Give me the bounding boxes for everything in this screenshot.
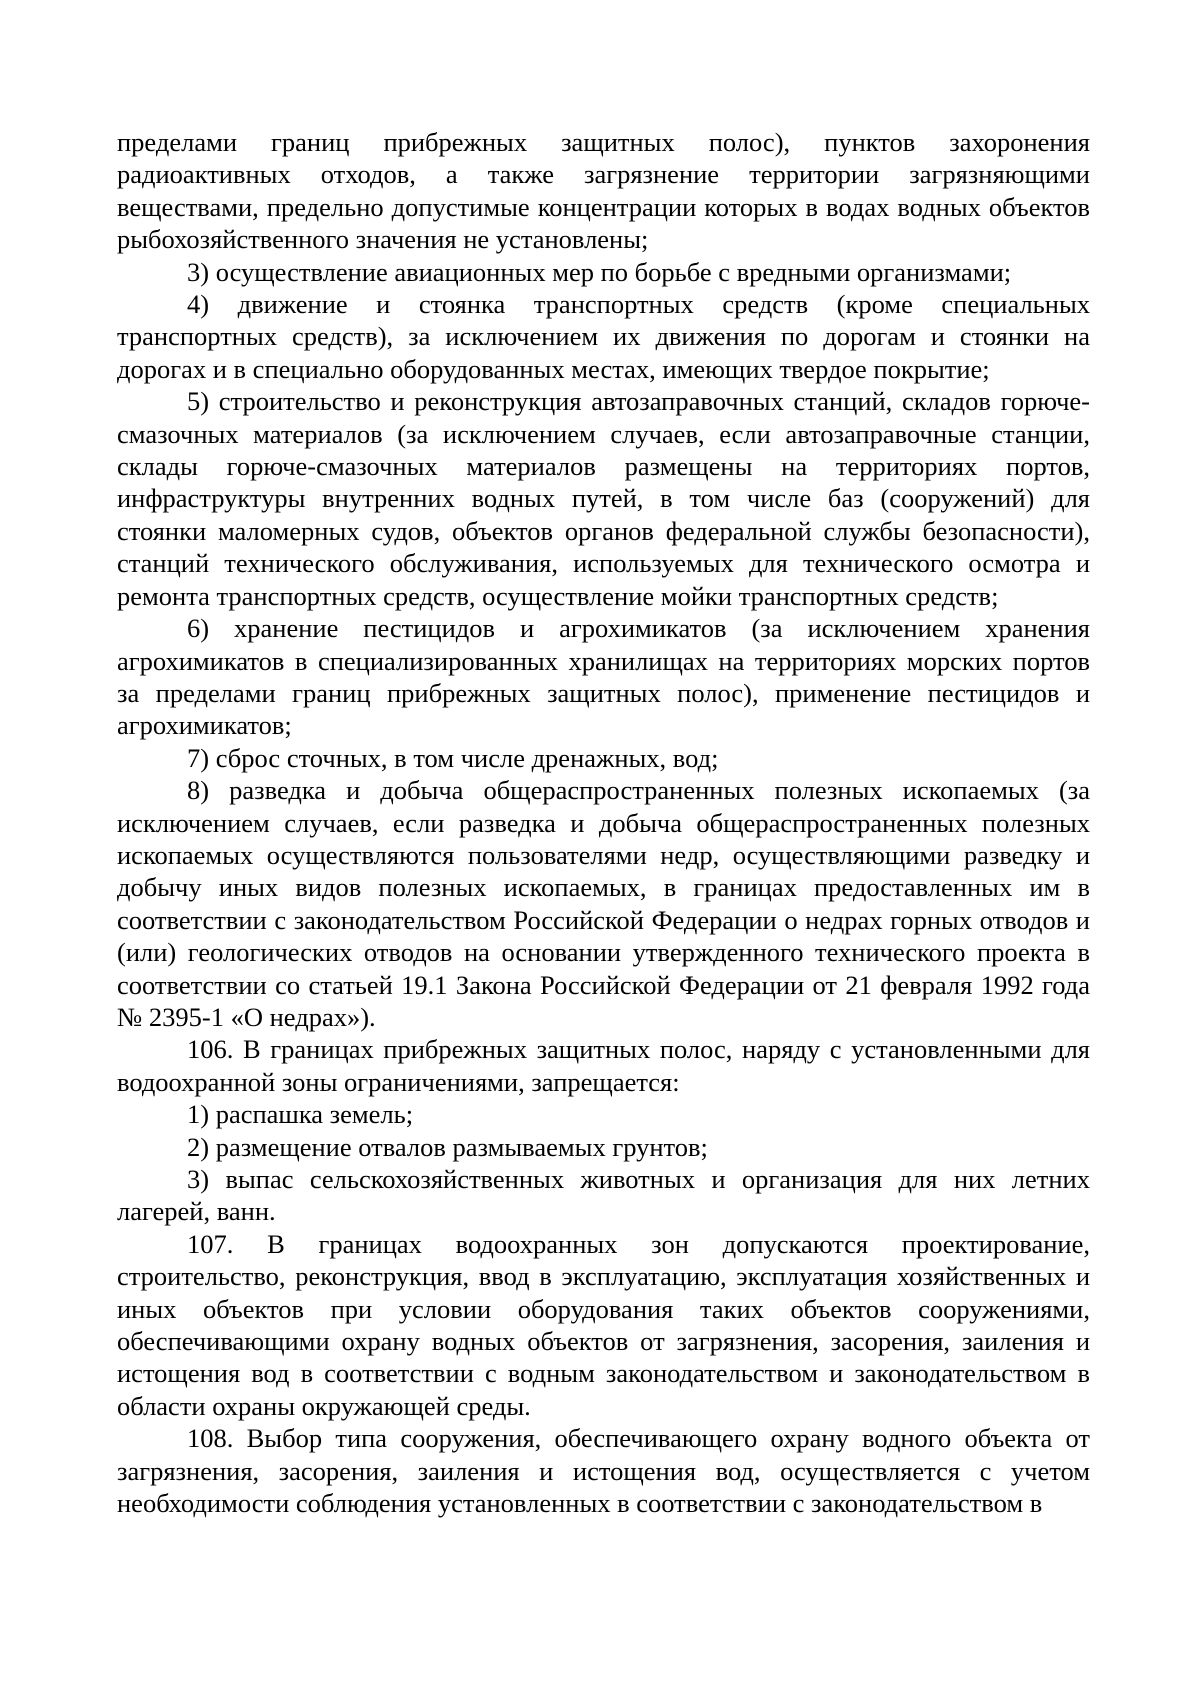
paragraph-item-4: 4) движение и стоянка транспортных средств (кроме специальных транспортных средств), за исключением их движения по дорогам и стоянки на дорогах и в специально оборудованных местах, имеющих твердое покрытие; xyxy=(117,289,1090,384)
paragraph-section-107: 107. В границах водоохранных зон допускаются проектирование, строительство, реконструкция, ввод в эксплуатацию, эксплуатация хозяйственных и иных объектов при условии оборудования таких объектов сооружениями, обеспечивающими охрану водных объектов от загрязнения, засорения, заиления и истощения вод в соответствии с водным законодательством и законодательством в области охраны окружающей среды. xyxy=(117,1228,1090,1421)
document-page xyxy=(117,126,1090,1519)
paragraph-section-106: 106. В границах прибрежных защитных полос, наряду с установленными для водоохранной зоны ограничениями, запрещается: xyxy=(117,1034,1090,1097)
paragraph-item-5: 5) строительство и реконструкция автозаправочных станций, складов горюче-смазочных материалов (за исключением случаев, если автозаправочные станции, склады горюче-смазочных материалов размещены на территориях портов, инфраструктуры внутренних водных путей, в том числе баз (сооружений) для стоянки маломерных судов, объектов органов федеральной службы безопасности), станций технического обслуживания, используемых для технического осмотра и ремонта транспортных средств, осуществление мойки транспортных средств; xyxy=(117,386,1090,611)
paragraph-continuation: пределами границ прибрежных защитных полос), пунктов захоронения радиоактивных отходов, а также загрязнение территории загрязняющими веществами, предельно допустимые концентрации которых в водах водных объектов рыбохозяйственного значения не установлены; xyxy=(117,127,1090,255)
paragraph-106-item-2: 2) размещение отвалов размываемых грунтов; xyxy=(187,1131,708,1162)
paragraph-item-6: 6) хранение пестицидов и агрохимикатов (за исключением хранения агрохимикатов в специализированных хранилищах на территориях морских портов за пределами границ прибрежных защитных полос), применение пестицидов и агрохимикатов; xyxy=(117,613,1090,741)
paragraph-106-item-1: 1) распашка земель; xyxy=(187,1099,414,1130)
paragraph-item-8: 8) разведка и добыча общераспространенных полезных ископаемых (за исключением случаев, если разведка и добыча общераспространенных полезных ископаемых осуществляются пользователями недр, осуществляющими разведку и добычу иных видов полезных ископаемых, в границах предоставленных им в соответствии с законодательством Российской Федерации о недрах горных отводов и (или) геологических отводов на основании утвержденного технического проекта в соответствии со статьей 19.1 Закона Российской Федерации от 21 февраля 1992 года № 2395-1 «О недрах»). xyxy=(117,775,1090,1032)
paragraph-106-item-3: 3) выпас сельскохозяйственных животных и организация для них летних лагерей, ванн. xyxy=(117,1164,1090,1227)
paragraph-item-7: 7) сброс сточных, в том числе дренажных, вод; xyxy=(187,742,719,773)
paragraph-item-3: 3) осуществление авиационных мер по борьбе с вредными организмами; xyxy=(187,256,1012,287)
paragraph-section-108: 108. Выбор типа сооружения, обеспечивающего охрану водного объекта от загрязнения, засорения, заиления и истощения вод, осуществляется с учетом необходимости соблюдения установленных в соответствии с законодательством в xyxy=(117,1423,1090,1519)
